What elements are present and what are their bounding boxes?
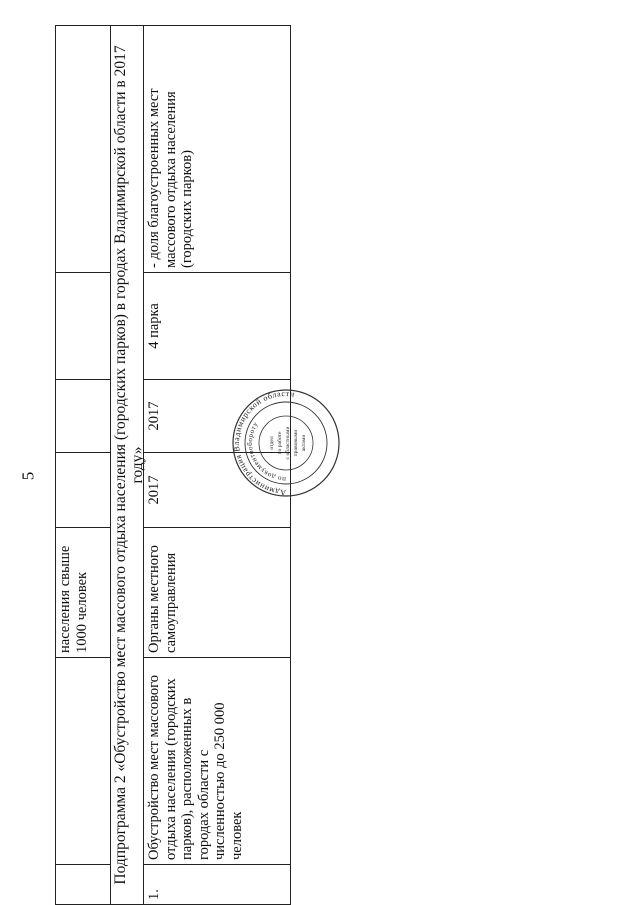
table-row-subprogram — [111, 25, 146, 905]
cell-activity — [55, 658, 110, 865]
stamp-center-line: актами — [301, 434, 307, 452]
cell-end-year — [55, 380, 110, 453]
row-activity: Обустройство мест массового отдыха населения (городских парков), расположенных в городах области с численностью до 250 000 человек — [144, 658, 291, 865]
row-indicator: - доля благоустроенных мест массового отдыха населения (городских парков) — [144, 25, 291, 273]
population-text: населения свыше 1000 человек — [57, 545, 90, 653]
row-start-year: 2017 — [144, 453, 291, 528]
cell-executor — [55, 528, 110, 658]
cell-number — [55, 865, 110, 905]
stamp-middle-text: по документообороту — [245, 420, 287, 484]
page-number: 5 — [18, 471, 38, 481]
stamp-center-line: по работе — [277, 431, 283, 455]
stamp-center-line: правовыми — [293, 429, 299, 457]
stamp-center-line: с областными — [285, 426, 291, 460]
cell-indicator — [55, 25, 110, 273]
stamp-center-line: отдел — [269, 436, 275, 450]
stamp-graphic — [231, 388, 341, 498]
subprogram-title: Подпрограмма 2 «Обустройство мест массового отдыха населения (городских парков) в городах Владимирской области в 2017 году» — [111, 25, 143, 905]
cell-result — [55, 273, 110, 380]
official-stamp — [231, 388, 341, 498]
cell-start-year — [55, 453, 110, 528]
stamp-outer-text: Администрация Владимирской области — [231, 388, 296, 498]
table-row-continuation — [55, 25, 110, 905]
row-result: 4 парка — [144, 273, 291, 380]
row-executor: Органы местного самоуправления — [144, 528, 291, 658]
row-end-year: 2017 — [144, 380, 291, 453]
row-number: 1. — [144, 865, 291, 905]
